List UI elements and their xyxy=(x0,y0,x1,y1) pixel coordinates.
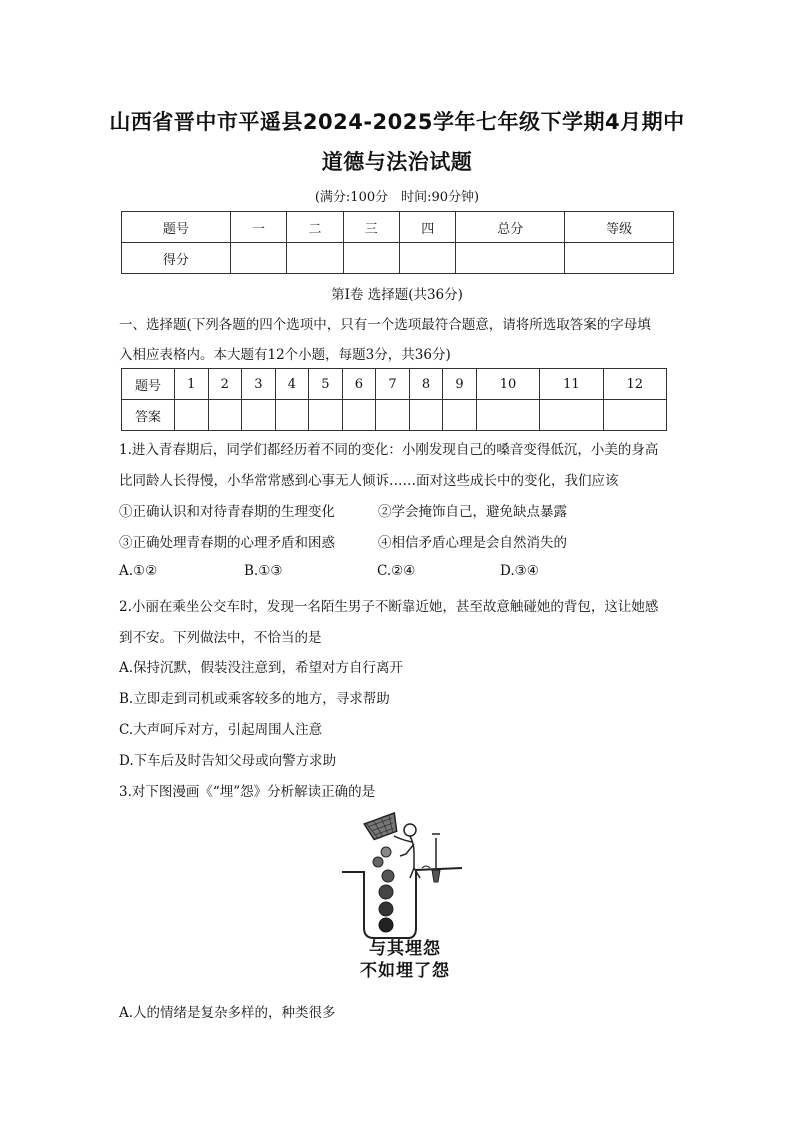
answer-table xyxy=(121,368,667,431)
score-table xyxy=(121,211,674,274)
score-table-row xyxy=(122,243,674,274)
answer-cell[interactable] xyxy=(476,400,539,431)
answer-number-cell: 8 xyxy=(409,369,443,400)
score-cell[interactable] xyxy=(456,243,565,274)
score-header-cell: 等级 xyxy=(565,212,674,243)
q1-stem-line1: 1.进入青春期后，同学们都经历着不同的变化：小刚发现自己的嗓音变得低沉，小美的身高 xyxy=(119,442,659,458)
answer-cell[interactable] xyxy=(242,400,276,431)
cartoon-image xyxy=(330,810,480,990)
q1-item-3: ③正确处理青春期的心理矛盾和困惑 xyxy=(119,535,335,551)
answer-row-label: 答案 xyxy=(122,400,175,431)
score-cell[interactable] xyxy=(287,243,343,274)
q1-option-d[interactable]: D.③④ xyxy=(500,563,539,579)
q1-item-1: ①正确认识和对待青春期的生理变化 xyxy=(119,504,335,520)
q2-option-c[interactable]: C.大声呵斥对方，引起周围人注意 xyxy=(119,722,323,738)
cartoon-caption-line1: 与其埋怨 xyxy=(369,939,441,959)
score-header-cell: 一 xyxy=(230,212,286,243)
answer-number-cell: 2 xyxy=(208,369,242,400)
score-header-cell: 总分 xyxy=(456,212,565,243)
score-table-header-row xyxy=(122,212,674,243)
score-cell[interactable] xyxy=(400,243,456,274)
score-header-cell: 四 xyxy=(400,212,456,243)
q1-option-c[interactable]: C.②④ xyxy=(377,563,416,579)
score-cell[interactable] xyxy=(230,243,286,274)
answer-number-cell: 5 xyxy=(309,369,343,400)
q2-option-d[interactable]: D.下车后及时告知父母或向警方求助 xyxy=(119,753,337,769)
q2-option-b[interactable]: B.立即走到司机或乘客较多的地方，寻求帮助 xyxy=(119,691,390,707)
answer-number-cell: 3 xyxy=(242,369,276,400)
q2-option-a[interactable]: A.保持沉默，假装没注意到，希望对方自行离开 xyxy=(119,660,404,676)
q1-item-4: ④相信矛盾心理是会自然消失的 xyxy=(378,535,567,551)
answer-cell[interactable] xyxy=(208,400,242,431)
score-header-cell: 题号 xyxy=(122,212,231,243)
answer-number-cell: 11 xyxy=(540,369,603,400)
q2-stem-line2: 到不安。下列做法中，不恰当的是 xyxy=(119,630,322,646)
answer-cell[interactable] xyxy=(275,400,309,431)
answer-table-header-row xyxy=(122,369,667,400)
section1-title: 第Ⅰ卷 选择题(共36分) xyxy=(331,287,463,303)
exam-info: (满分:100分 时间:90分钟) xyxy=(314,190,480,205)
answer-cell[interactable] xyxy=(309,400,343,431)
answer-number-cell: 12 xyxy=(603,369,666,400)
answer-number-cell: 6 xyxy=(342,369,376,400)
q3-stem: 3.对下图漫画《“埋”怨》分析解读正确的是 xyxy=(119,784,376,800)
answer-number-cell: 7 xyxy=(376,369,410,400)
exam-title-line1: 山西省晋中市平遥县2024-2025学年七年级下学期4月期中 xyxy=(109,110,685,134)
answer-cell[interactable] xyxy=(603,400,666,431)
answer-cell[interactable] xyxy=(409,400,443,431)
answer-cell[interactable] xyxy=(540,400,603,431)
score-header-cell: 二 xyxy=(287,212,343,243)
score-header-cell: 三 xyxy=(343,212,399,243)
q2-stem-line1: 2.小丽在乘坐公交车时，发现一名陌生男子不断靠近她，甚至故意触碰她的背包，这让她感 xyxy=(119,599,659,615)
instructions-line1: 一、选择题(下列各题的四个选项中，只有一个选项最符合题意，请将所选取答案的字母填 xyxy=(119,317,651,333)
q3-option-a[interactable]: A.人的情绪是复杂多样的，种类很多 xyxy=(119,1005,336,1021)
cartoon-caption-line2: 不如埋了怨 xyxy=(360,961,450,981)
answer-cell[interactable] xyxy=(175,400,209,431)
answer-number-cell: 4 xyxy=(275,369,309,400)
answer-number-cell: 9 xyxy=(443,369,477,400)
answer-header-label: 题号 xyxy=(122,369,175,400)
q1-stem-line2: 比同龄人长得慢，小华常常感到心事无人倾诉……面对这些成长中的变化，我们应该 xyxy=(119,473,619,489)
answer-cell[interactable] xyxy=(376,400,410,431)
q1-option-b[interactable]: B.①③ xyxy=(244,563,283,579)
exam-title-line2: 道德与法治试题 xyxy=(321,150,473,174)
answer-cell[interactable] xyxy=(443,400,477,431)
instructions-line2: 入相应表格内。本大题有12个小题，每题3分，共36分) xyxy=(119,347,451,363)
answer-number-cell: 10 xyxy=(476,369,539,400)
q1-item-2: ②学会掩饰自己，避免缺点暴露 xyxy=(378,504,567,520)
answer-number-cell: 1 xyxy=(175,369,209,400)
answer-cell[interactable] xyxy=(342,400,376,431)
score-row-label: 得分 xyxy=(122,243,231,274)
q1-option-a[interactable]: A.①② xyxy=(119,563,158,579)
answer-table-row xyxy=(122,400,667,431)
score-cell[interactable] xyxy=(343,243,399,274)
score-cell[interactable] xyxy=(565,243,674,274)
